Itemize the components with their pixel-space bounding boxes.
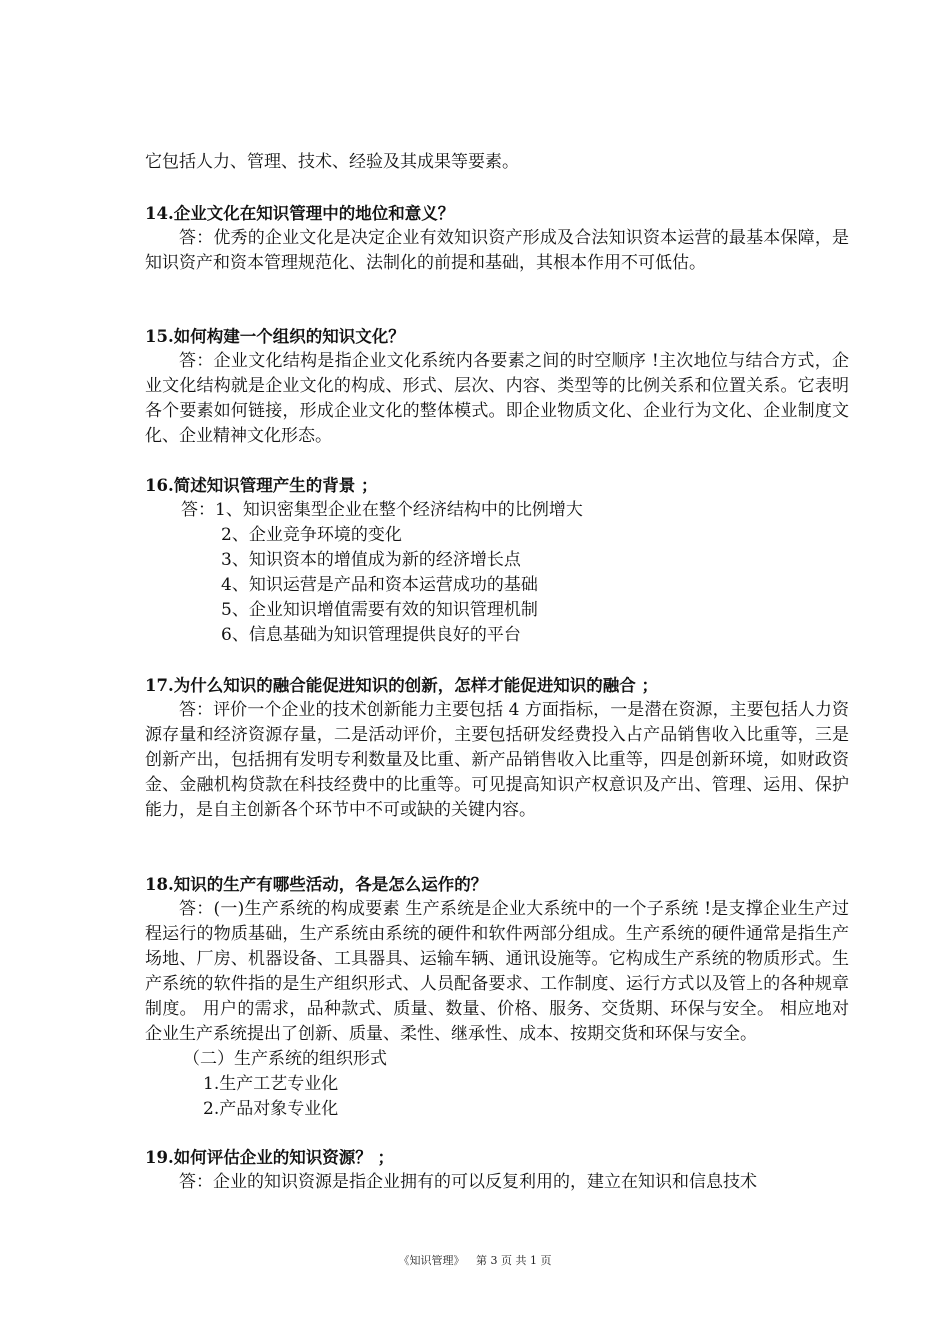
list-item: 答：1、知识密集型企业在整个经济结构中的比例增大 xyxy=(181,500,583,520)
question-14-answer: 答：优秀的企业文化是决定企业有效知识资产形成及合法知识资本运营的最基本保障，是知识资产和资本管理规范化、法制化的前提和基础，其根本作用不可低估。 xyxy=(145,228,849,273)
question-18-answer: 答：(一)生产系统的构成要素 生产系统是企业大系统中的一个子系统 !是支撑企业生产过程运行的物质基础，生产系统由系统的硬件和软件两部分组成。生产系统的硬件通常是指生产场地、厂房、机器设备、工具器具、运输车辆、通讯设施等。它构成生产系统的物质形式。生产系统的软件指的是生产组织形式、人员配备要求、工作制度、运行方式以及管上的各种规章制度。 用户的需求，品种款式、质量、数量、价格、服务、交货期、环保与安全。 相应地对企业生产系统提出了创新、质量、柔性、继承性、成本、按期交货和环保与安全。 xyxy=(145,899,849,1044)
footer-book-title: 《知识管理》 xyxy=(398,1254,465,1267)
question-18-block xyxy=(145,872,849,1122)
list-item: 2.产品对象专业化 xyxy=(203,1099,339,1119)
question-15-title: 15.如何构建一个组织的知识文化？ xyxy=(145,327,405,346)
list-item: 6、信息基础为知识管理提供良好的平台 xyxy=(221,625,521,645)
question-16-title: 16.简述知识管理产生的背景 ； xyxy=(145,476,378,495)
question-18-subtitle: （二）生产系统的组织形式 xyxy=(183,1049,387,1069)
question-15-answer: 答：企业文化结构是指企业文化系统内各要素之间的时空顺序 !主次地位与结合方式，企业文化结构就是企业文化的构成、形式、层次、内容、类型等的比例关系和位置关系。它表明各个要素如何链接，形成企业文化的整体模式。即企业物质文化、企业行为文化、企业制度文化、企业精神文化形态。 xyxy=(145,351,849,446)
question-19-title: 19.如何评估企业的知识资源？ ； xyxy=(145,1148,394,1167)
question-14-title: 14.企业文化在知识管理中的地位和意义？ xyxy=(145,204,455,223)
list-item: 5、企业知识增值需要有效的知识管理机制 xyxy=(221,600,538,620)
question-15-block xyxy=(145,324,849,449)
list-item: 2、企业竞争环境的变化 xyxy=(221,525,402,545)
list-item: 3、知识资本的增值成为新的经济增长点 xyxy=(221,550,521,570)
footer-page-number: 第 3 页 共 1 页 xyxy=(476,1254,552,1267)
page-footer xyxy=(0,1252,950,1268)
question-19-block xyxy=(145,1145,849,1195)
question-17-answer: 答：评价一个企业的技术创新能力主要包括 4 方面指标，一是潜在资源，主要包括人力资源存量和经济资源存量，二是活动评价，主要包括研发经费投入占产品销售收入比重等，三是创新产出，包括拥有发明专利数量及比重、新产品销售收入比重等，四是创新环境，如财政资金、金融机构贷款在科技经费中的比重等。可见提高知识产权意识及产出、管理、运用、保护能力，是自主创新各个环节中不可或缺的关键内容。 xyxy=(145,700,849,820)
list-item: 4、知识运营是产品和资本运营成功的基础 xyxy=(221,575,538,595)
list-item: 1.生产工艺专业化 xyxy=(203,1074,339,1094)
question-17-block xyxy=(145,673,849,823)
question-17-title: 17.为什么知识的融合能促进知识的创新，怎样才能促进知识的融合 ； xyxy=(145,676,658,695)
intro-line: 它包括人力、管理、技术、经验及其成果等要素。 xyxy=(145,152,519,172)
question-18-title: 18.知识的生产有哪些活动，各是怎么运作的？ xyxy=(145,875,488,894)
question-14-block xyxy=(145,201,849,276)
question-16-block xyxy=(145,473,849,648)
question-19-answer: 答：企业的知识资源是指企业拥有的可以反复利用的，建立在知识和信息技术 xyxy=(179,1172,757,1192)
